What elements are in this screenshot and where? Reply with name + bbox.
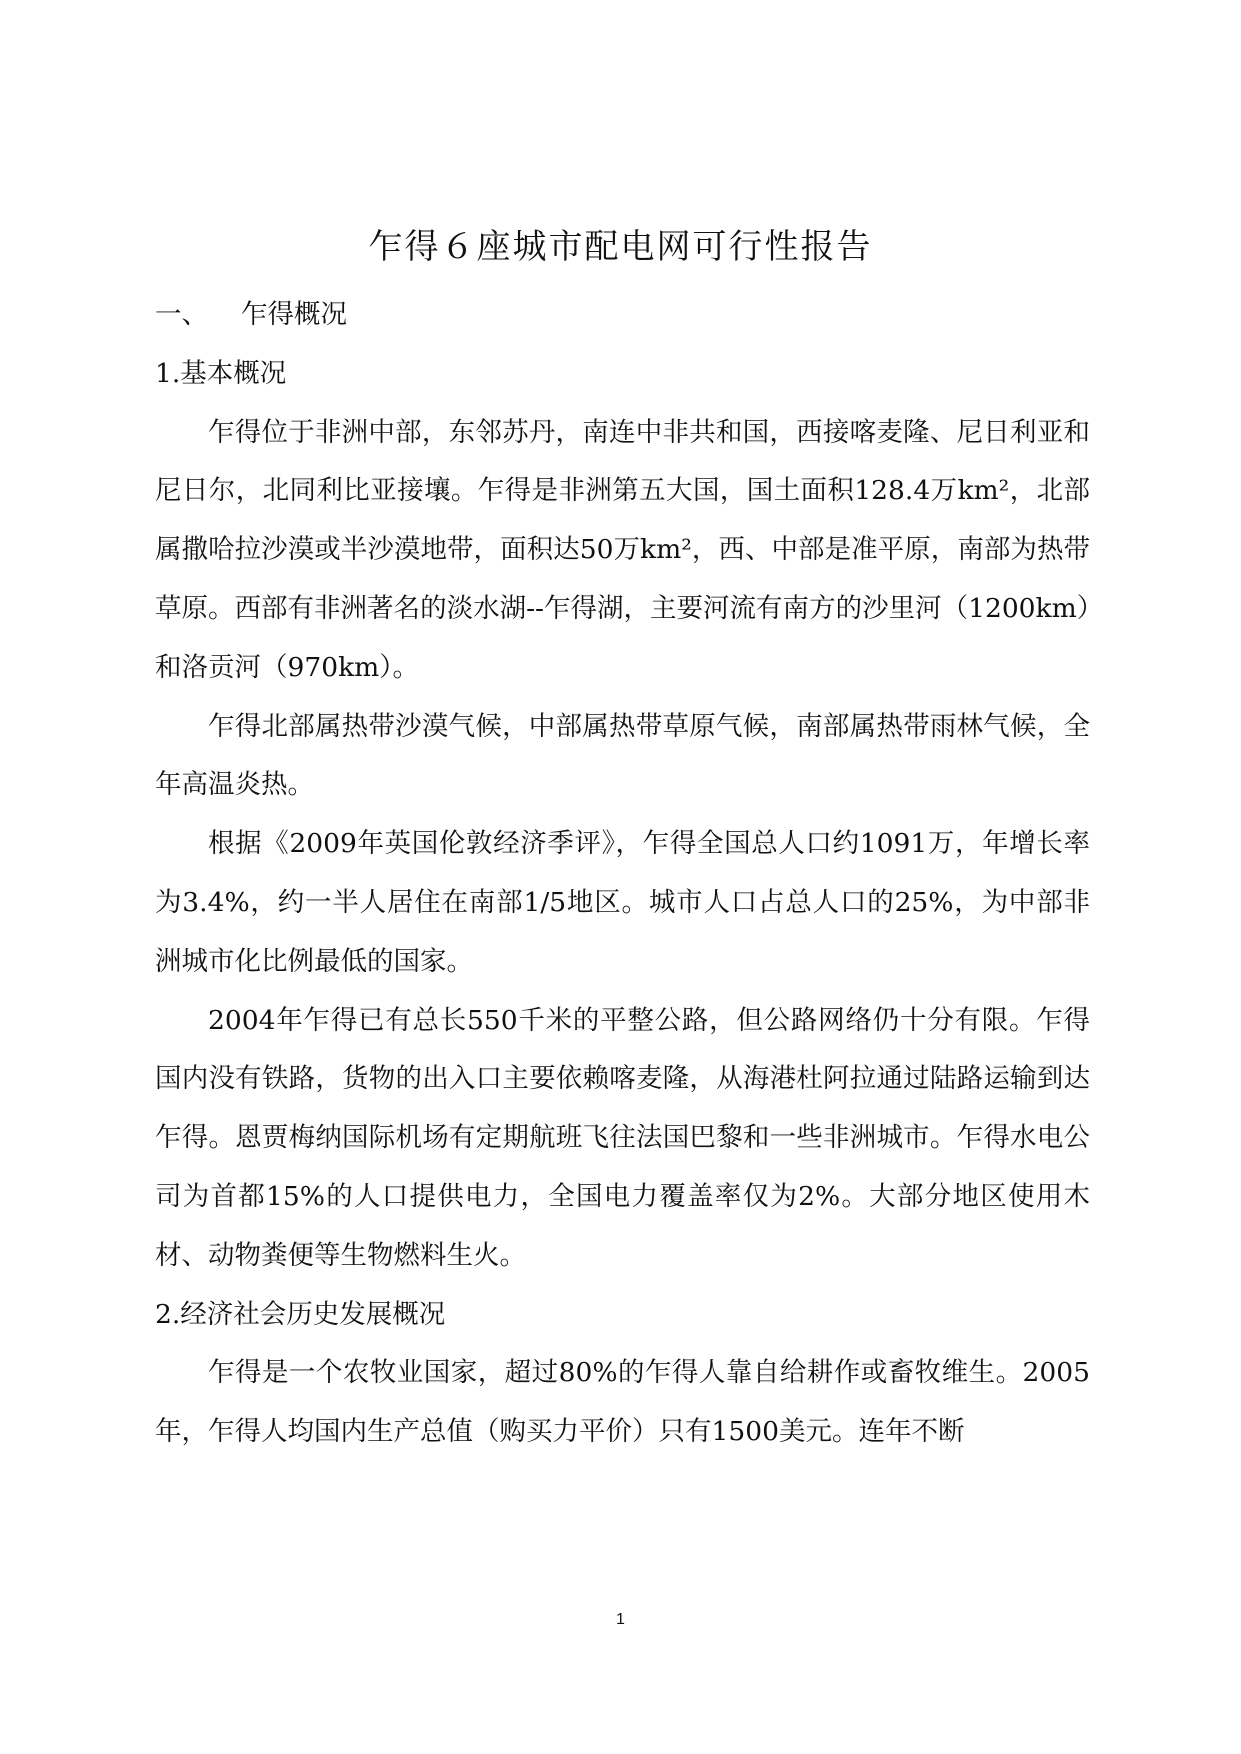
subsection-heading-basic: 1.基本概况 <box>155 357 287 389</box>
document-body <box>155 286 1090 1462</box>
paragraph-geography: 乍得位于非洲中部，东邻苏丹，南连中非共和国，西接喀麦隆、尼日利亚和尼日尔，北同利比亚接壤。乍得是非洲第五大国，国土面积128.4万km²，北部属撒哈拉沙漠或半沙漠地带，面积达50万km²，西、中部是准平原，南部为热带草原。西部有非洲著名的淡水湖--乍得湖，主要河流有南方的沙里河（1200km）和洛贡河（970km）。 <box>155 416 1090 683</box>
page-number: 1 <box>616 1611 625 1628</box>
paragraph-population: 根据《2009年英国伦敦经济季评》，乍得全国总人口约1091万，年增长率为3.4%，约一半人居住在南部1/5地区。城市人口占总人口的25%，为中部非洲城市化比例最低的国家。 <box>155 828 1090 977</box>
paragraph-infrastructure: 2004年乍得已有总长550千米的平整公路，但公路网络仍十分有限。乍得国内没有铁路，货物的出入口主要依赖喀麦隆，从海港杜阿拉通过陆路运输到达乍得。恩贾梅纳国际机场有定期航班飞往法国巴黎和一些非洲城市。乍得水电公司为首都15%的人口提供电力，全国电力覆盖率仅为2%。大部分地区使用木材、动物粪便等生物燃料生火。 <box>155 1004 1090 1271</box>
document-title: 乍得６座城市配电网可行性报告 <box>368 227 873 267</box>
paragraph-climate: 乍得北部属热带沙漠气候，中部属热带草原气候，南部属热带雨林气候，全年高温炎热。 <box>155 710 1090 801</box>
subsection-heading-economy: 2.经济社会历史发展概况 <box>155 1298 446 1330</box>
paragraph-economy: 乍得是一个农牧业国家，超过80%的乍得人靠自给耕作或畜牧维生。2005年，乍得人均国内生产总值（购买力平价）只有1500美元。连年不断 <box>155 1357 1090 1448</box>
section-title: 乍得概况 <box>241 299 347 330</box>
section-number: 一、 <box>155 299 208 330</box>
section-heading <box>155 286 1090 345</box>
